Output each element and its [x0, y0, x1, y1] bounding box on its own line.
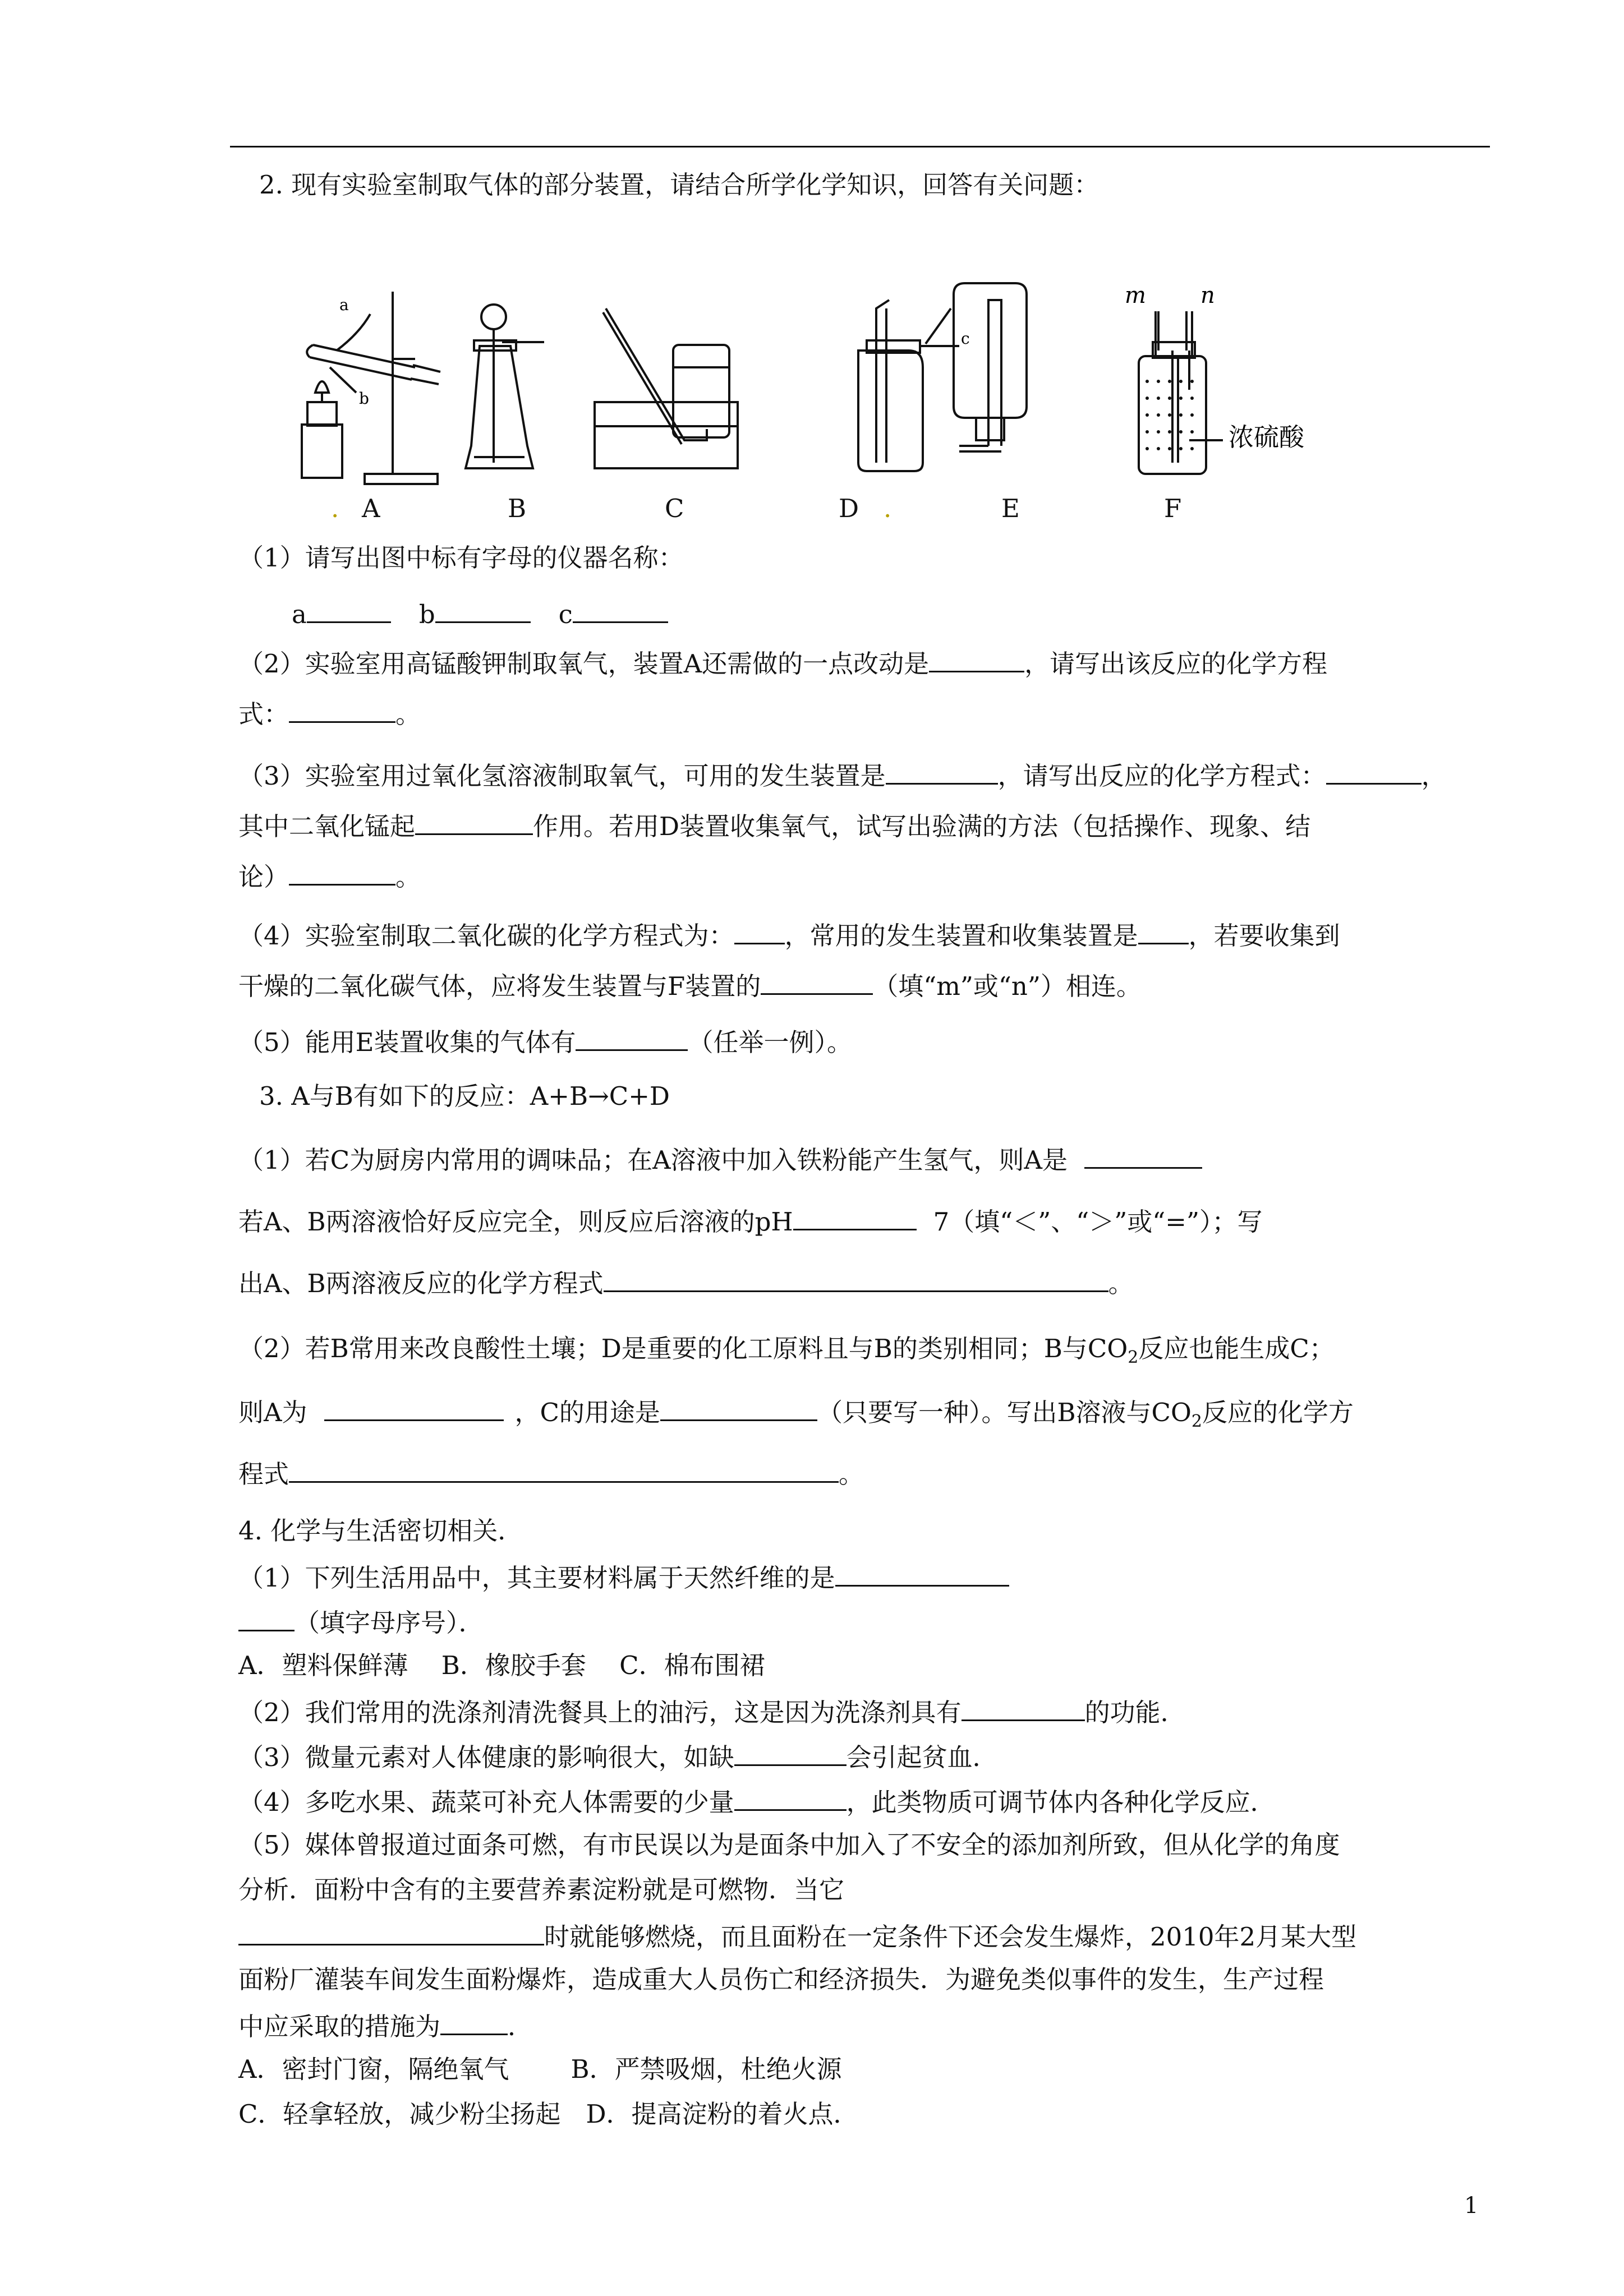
- fig-label-b: B: [508, 494, 527, 523]
- acid-label: 浓硫酸: [1229, 422, 1305, 452]
- q4-title: 4. 化学与生活密切相关．: [238, 1516, 523, 1546]
- q2-s2-l2: 式： 。: [238, 695, 421, 731]
- q4-s5-l4: 面粉厂灌装车间发生面粉爆炸，造成重大人员伤亡和经济损失．为避免类似事件的发生，生产过程: [238, 1965, 1324, 1994]
- q2-s2-l1: （2）实验室用高锰酸钾制取氧气，装置A还需做的一点改动是 ，请写出该反应的化学方程: [238, 645, 1327, 681]
- q4-s3: （3）微量元素对人体健康的影响很大，如缺 会引起贫血．: [238, 1739, 998, 1774]
- apparatus-e: [954, 283, 1027, 451]
- fig-label-d: D: [839, 494, 859, 523]
- q4-s1-l1: （1）下列生活用品中，其主要材料属于天然纤维的是: [238, 1559, 1009, 1595]
- page-number: 1: [1464, 2193, 1479, 2219]
- q2-s3-l1: （3）实验室用过氧化氢溶液制取氧气，可用的发生装置是 ，请写出反应的化学方程式： ，: [238, 757, 1447, 793]
- q4-s5-opts-cd: C．轻拿轻放，减少粉尘扬起 D．提高淀粉的着火点．: [238, 2099, 859, 2129]
- q3-p1-l2: 若A、B两溶液恰好反应完全，则反应后溶液的pH 7（填“＜”、“＞”或“=”）；写: [238, 1203, 1263, 1239]
- q4-s5-l5: 中应采取的措施为 ．: [238, 2008, 533, 2044]
- label-b: b: [359, 389, 369, 408]
- apparatus-c: [595, 308, 738, 468]
- q2-s1: （1）请写出图中标有字母的仪器名称：: [238, 543, 684, 573]
- dot-a: .: [331, 494, 339, 523]
- q2-s4-l1: （4）实验室制取二氧化碳的化学方程式为： ，常用的发生装置和收集装置是 ，若要收集到: [238, 917, 1340, 953]
- q3-p1-l1: （1）若C为厨房内常用的调味品；在A溶液中加入铁粉能产生氢气，则A是: [238, 1141, 1202, 1177]
- apparatus-d: [858, 300, 959, 471]
- q4-s5-l3: 时就能够燃烧，而且面粉在一定条件下还会发生爆炸，2010年2月某大型: [238, 1918, 1356, 1954]
- fig-label-e: E: [1001, 494, 1020, 523]
- q3-p2-l2: 则A为 ，C的用途是 （只要写一种）。写出B溶液与$CO_2$反应的化学方: [238, 1394, 1354, 1439]
- q4-s4: （4）多吃水果、蔬菜可补充人体需要的少量 ，此类物质可调节体内各种化学反应．: [238, 1783, 1276, 1819]
- dot-d: .: [884, 494, 892, 523]
- label-a: a: [339, 296, 349, 314]
- q3-p1-l3: 出A、B两溶液反应的化学方程式 。: [238, 1265, 1134, 1301]
- label-c: c: [961, 329, 970, 348]
- header-rule: [230, 146, 1490, 147]
- q2-s1-names: a b c: [292, 596, 668, 631]
- q4-s5-l2: 分析．面粉中含有的主要营养素淀粉就是可燃物．当它: [238, 1875, 845, 1905]
- q2-s4-l2: 干燥的二氧化碳气体，应将发生装置与F装置的 （填“m”或“n”）相连。: [238, 967, 1142, 1003]
- q2-title: 2. 现有实验室制取气体的部分装置，请结合所学化学知识，回答有关问题：: [259, 170, 1099, 200]
- label-m: m: [1125, 283, 1146, 308]
- q4-s2: （2）我们常用的洗涤剂清洗餐具上的油污，这是因为洗涤剂具有 的功能．: [238, 1694, 1186, 1730]
- q4-s1-l2: （填字母序号）．: [238, 1604, 484, 1640]
- fig-label-f: F: [1164, 494, 1182, 523]
- q3-p2-l1: （2）若B常用来改良酸性土壤；D是重要的化工原料且与B的类别相同；B与$CO_2$反应也能生成C；: [238, 1334, 1335, 1367]
- q4-s5-opts-ab: A．密封门窗，隔绝氧气 B．严禁吸烟，杜绝火源: [238, 2054, 842, 2084]
- q4-s1-opts: A．塑料保鲜薄 B．橡胶手套 C．棉布围裙: [238, 1650, 765, 1680]
- q4-s5-l1: （5）媒体曾报道过面条可燃，有市民误以为是面条中加入了不安全的添加剂所致，但从化学的角度: [238, 1830, 1340, 1860]
- q3-p2-l3: 程式 。: [238, 1455, 864, 1491]
- q2-s3-l3: 论） 。: [238, 858, 421, 894]
- apparatus-b: [466, 305, 544, 468]
- fig-label-a: A: [362, 494, 380, 523]
- apparatus-a: [302, 292, 440, 484]
- fig-label-c: C: [665, 494, 684, 523]
- label-n: n: [1200, 283, 1215, 308]
- apparatus-figure: [280, 278, 1346, 536]
- q2-s3-l2: 其中二氧化锰起 作用。若用D装置收集氧气，试写出验满的方法（包括操作、现象、结: [238, 808, 1310, 843]
- q3-title: 3. A与B有如下的反应：A+B→C+D: [259, 1081, 670, 1111]
- q2-s5: （5）能用E装置收集的气体有 （任举一例）。: [238, 1023, 852, 1059]
